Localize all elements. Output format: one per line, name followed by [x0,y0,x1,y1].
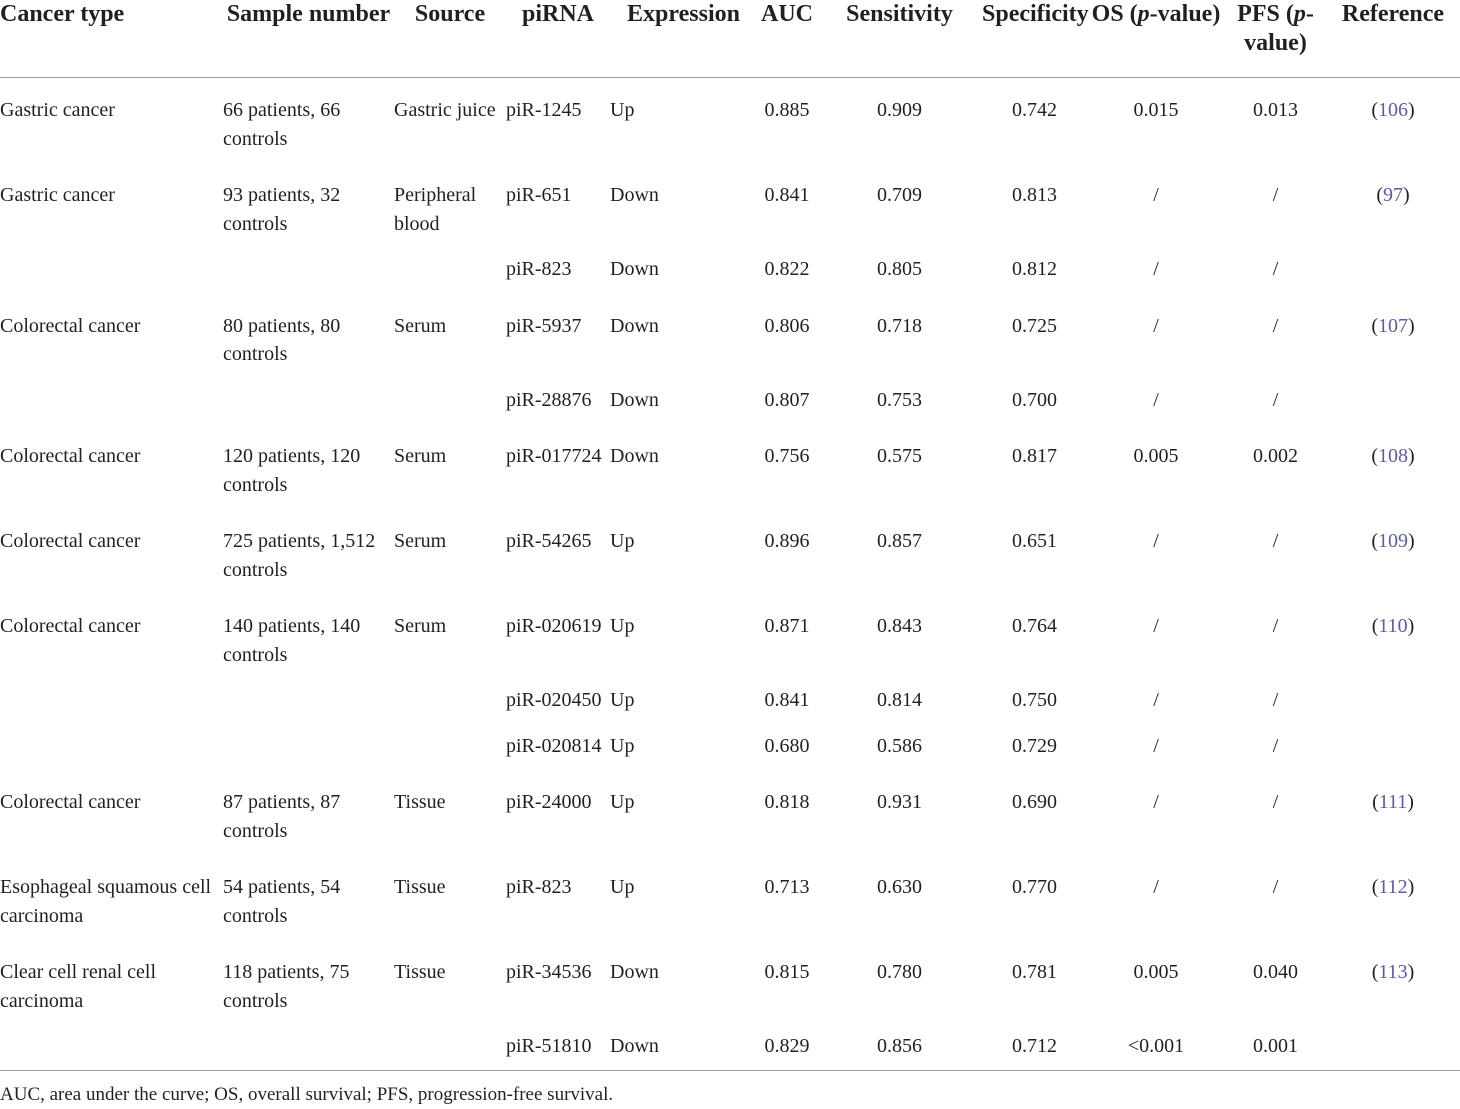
expression-cell: Up [610,791,635,813]
pfs-pvalue-cell: / [1272,388,1279,411]
reference-cell: (108) [1371,445,1415,467]
sensitivity-cell: 0.586 [877,734,922,757]
auc-cell: 0.841 [764,184,810,206]
reference-cell: (110) [1371,615,1415,637]
sample-number-cell [223,247,394,293]
auc-cell: 0.829 [764,1035,810,1057]
cancer-type-cell: Gastric cancer [0,99,115,121]
reference-cell: (111) [1372,791,1414,813]
os-pvalue-cell: 0.005 [1133,961,1179,983]
auc-cell: 0.818 [764,791,810,813]
sensitivity-cell: 0.814 [877,689,922,711]
sample-number-cell: 80 patients, 80 controls [223,314,341,365]
os-pvalue-cell: 0.015 [1133,99,1179,121]
auc-cell: 0.756 [764,445,810,467]
expression-cell: Down [610,314,659,337]
expression-cell: Down [610,258,659,280]
sensitivity-cell: 0.718 [877,314,922,337]
specificity-cell: 0.712 [1012,1035,1057,1057]
table-row [0,593,1460,678]
source-cell: Peripheral blood [394,184,477,235]
reference-cell [1326,378,1460,424]
reference-cell [1326,1024,1460,1070]
pfs-pvalue-cell: / [1272,615,1279,637]
reference-link[interactable]: 97 [1383,184,1403,206]
auc-cell: 0.807 [764,388,810,411]
auc-cell: 0.806 [764,314,810,337]
table-row [0,724,1460,770]
cancer-type-cell [0,247,223,293]
pfs-pvalue-cell: / [1272,734,1279,757]
reference-cell [1326,247,1460,293]
expression-cell: Up [610,99,635,121]
auc-cell: 0.885 [764,99,810,121]
sample-number-cell: 725 patients, 1,512 controls [223,530,376,581]
pirna-cell: piR-5937 [506,314,582,337]
cancer-type-cell: Esophageal squamous cell carcinoma [0,876,212,927]
pfs-pvalue-cell: / [1272,184,1279,206]
sensitivity-cell: 0.843 [877,615,922,637]
sample-number-cell [223,724,394,770]
footnote-row [0,1070,1460,1109]
specificity-cell: 0.781 [1012,961,1057,983]
pfs-pvalue-cell: 0.002 [1253,445,1298,467]
expression-cell: Up [610,530,635,552]
os-pvalue-cell: <0.001 [1127,1035,1185,1057]
expression-cell: Down [610,1035,659,1057]
sensitivity-cell: 0.931 [877,791,922,813]
sample-number-cell: 54 patients, 54 controls [223,876,341,927]
cancer-type-cell: Colorectal cancer [0,791,141,813]
pirna-cell: piR-651 [506,184,572,206]
os-pvalue-cell: / [1153,689,1159,711]
os-pvalue-cell: / [1153,314,1159,337]
os-pvalue-cell: / [1153,615,1159,637]
cancer-type-cell: Colorectal cancer [0,530,141,552]
sample-number-cell: 87 patients, 87 controls [223,791,341,842]
reference-cell: (113) [1371,961,1415,983]
pirna-cell: piR-51810 [506,1035,592,1057]
pirna-cell: piR-020814 [506,734,602,757]
pfs-pvalue-cell: 0.001 [1253,1035,1298,1057]
sensitivity-cell: 0.575 [877,445,922,467]
source-cell [394,1024,506,1070]
sample-number-cell: 66 patients, 66 controls [223,99,341,150]
cancer-type-cell [0,1024,223,1070]
sensitivity-cell: 0.709 [877,184,922,206]
pirna-cell: piR-24000 [506,791,592,813]
reference-cell: (112) [1371,876,1415,898]
sample-number-cell [223,678,394,724]
header-row [0,0,1460,78]
pirna-cell: piR-823 [506,876,572,898]
table-footnote: AUC, area under the curve; OS, overall survival; PFS, progression-free survival. [0,1070,1460,1109]
sensitivity-cell: 0.753 [877,388,922,411]
pirna-cell: piR-017724 [506,445,602,467]
specificity-cell: 0.651 [1012,530,1057,552]
sample-number-cell: 93 patients, 32 controls [223,184,341,235]
sensitivity-cell: 0.630 [877,876,922,898]
reference-link[interactable]: 111 [1378,791,1408,813]
pfs-pvalue-cell: 0.040 [1253,961,1298,983]
reference-link[interactable]: 106 [1378,99,1408,121]
table-row [0,678,1460,724]
expression-cell: Up [610,689,635,711]
auc-cell: 0.713 [764,876,810,898]
specificity-cell: 0.750 [1012,689,1057,711]
table-header [0,0,1460,78]
expression-cell: Down [610,184,659,206]
table-row [0,247,1460,293]
source-cell: Tissue [394,876,446,898]
source-cell: Serum [394,314,447,337]
reference-cell: (107) [1371,314,1415,337]
pirna-cell: piR-54265 [506,530,592,552]
reference-link[interactable]: 107 [1378,314,1408,337]
reference-link[interactable]: 108 [1378,445,1408,467]
specificity-cell: 0.742 [1012,99,1057,121]
pfs-pvalue-cell: / [1272,876,1279,898]
cancer-type-cell [0,678,223,724]
expression-cell: Down [610,445,659,467]
os-pvalue-cell: / [1153,530,1159,552]
os-pvalue-cell: / [1153,388,1159,411]
pfs-pvalue-cell: 0.013 [1253,99,1298,121]
reference-cell [1326,724,1460,770]
pfs-pvalue-cell: / [1272,689,1279,711]
specificity-cell: 0.812 [1012,258,1057,280]
sample-number-cell [223,1024,394,1070]
column-header-pirna: piRNA [521,1,594,27]
table-row [0,423,1460,508]
sample-number-cell: 118 patients, 75 controls [223,961,350,1012]
source-cell: Gastric juice [394,99,496,121]
sensitivity-cell: 0.857 [877,530,922,552]
reference-link[interactable]: 113 [1378,961,1408,983]
os-pvalue-cell: / [1153,734,1159,757]
cancer-type-cell: Gastric cancer [0,184,115,206]
expression-cell: Up [610,876,635,898]
cancer-type-cell [0,378,223,424]
pirna-cell: piR-1245 [506,99,582,121]
source-cell: Serum [394,445,447,467]
pfs-pvalue-cell: / [1272,258,1279,280]
auc-cell: 0.841 [764,689,810,711]
column-header-specificity: Specificity [982,1,1089,27]
cancer-type-cell: Clear cell renal cell carcinoma [0,961,157,1012]
cancer-type-cell: Colorectal cancer [0,445,141,467]
expression-cell: Up [610,615,635,637]
auc-cell: 0.680 [764,734,810,757]
reference-cell: (97) [1376,184,1410,206]
specificity-cell: 0.813 [1012,184,1057,206]
sensitivity-cell: 0.780 [877,961,922,983]
source-cell [394,724,506,770]
sample-number-cell: 140 patients, 140 controls [223,615,361,666]
column-header-pfs: PFS (p-value) [1237,1,1314,56]
source-cell: Tissue [394,791,446,813]
source-cell [394,378,506,424]
table-row [0,378,1460,424]
os-pvalue-cell: / [1153,791,1159,813]
table-body [0,78,1460,1071]
column-header-os: OS (p-value) [1091,1,1221,27]
os-pvalue-cell: / [1153,258,1159,280]
sample-number-cell: 120 patients, 120 controls [223,445,361,496]
auc-cell: 0.815 [764,961,810,983]
table-row [0,854,1460,939]
sample-number-cell [223,378,394,424]
cancer-type-cell: Colorectal cancer [0,314,141,337]
cancer-type-cell: Colorectal cancer [0,615,141,637]
expression-cell: Down [610,961,659,983]
source-cell [394,678,506,724]
pfs-pvalue-cell: / [1272,314,1279,337]
reference-link[interactable]: 110 [1378,615,1408,637]
source-cell: Serum [394,615,447,637]
sensitivity-cell: 0.909 [877,99,922,121]
sensitivity-cell: 0.856 [877,1035,922,1057]
reference-link[interactable]: 112 [1378,876,1408,898]
reference-cell: (109) [1371,530,1415,552]
column-header-source: Source [414,1,486,27]
specificity-cell: 0.690 [1012,791,1057,813]
reference-cell: (106) [1371,99,1415,121]
table-row [0,769,1460,854]
auc-cell: 0.871 [764,615,810,637]
expression-cell: Up [610,734,635,757]
auc-cell: 0.822 [764,258,810,280]
source-cell: Tissue [394,961,446,983]
pirna-cell: piR-34536 [506,961,592,983]
pirna-cell: piR-020619 [506,615,602,637]
pfs-pvalue-cell: / [1272,530,1279,552]
specificity-cell: 0.764 [1012,615,1057,637]
column-header-auc: AUC [761,1,813,27]
os-pvalue-cell: 0.005 [1133,445,1179,467]
specificity-cell: 0.700 [1012,388,1057,411]
cancer-type-cell [0,724,223,770]
sensitivity-cell: 0.805 [877,258,922,280]
table-row [0,78,1460,163]
table-row [0,508,1460,593]
auc-cell: 0.896 [764,530,810,552]
column-header-sensitivity: Sensitivity [846,1,953,27]
pirna-cell: piR-020450 [506,689,602,711]
specificity-cell: 0.725 [1012,314,1057,337]
column-header-sample-number: Sample number [226,1,391,27]
os-pvalue-cell: / [1153,876,1159,898]
table-row [0,293,1460,378]
column-header-cancer-type: Cancer type [0,1,125,27]
pirna-cell: piR-823 [506,258,572,280]
reference-cell [1326,678,1460,724]
pfs-pvalue-cell: / [1272,791,1279,813]
reference-link[interactable]: 109 [1378,530,1408,552]
specificity-cell: 0.770 [1012,876,1057,898]
pirna-cell: piR-28876 [506,388,592,411]
source-cell [394,247,506,293]
column-header-reference: Reference [1341,1,1445,27]
specificity-cell: 0.729 [1012,734,1057,757]
table-row [0,939,1460,1024]
table-row [0,1024,1460,1070]
os-pvalue-cell: / [1153,184,1159,206]
expression-cell: Down [610,388,659,411]
table-row [0,162,1460,247]
specificity-cell: 0.817 [1012,445,1057,467]
source-cell: Serum [394,530,447,552]
column-header-expression: Expression [627,1,740,27]
